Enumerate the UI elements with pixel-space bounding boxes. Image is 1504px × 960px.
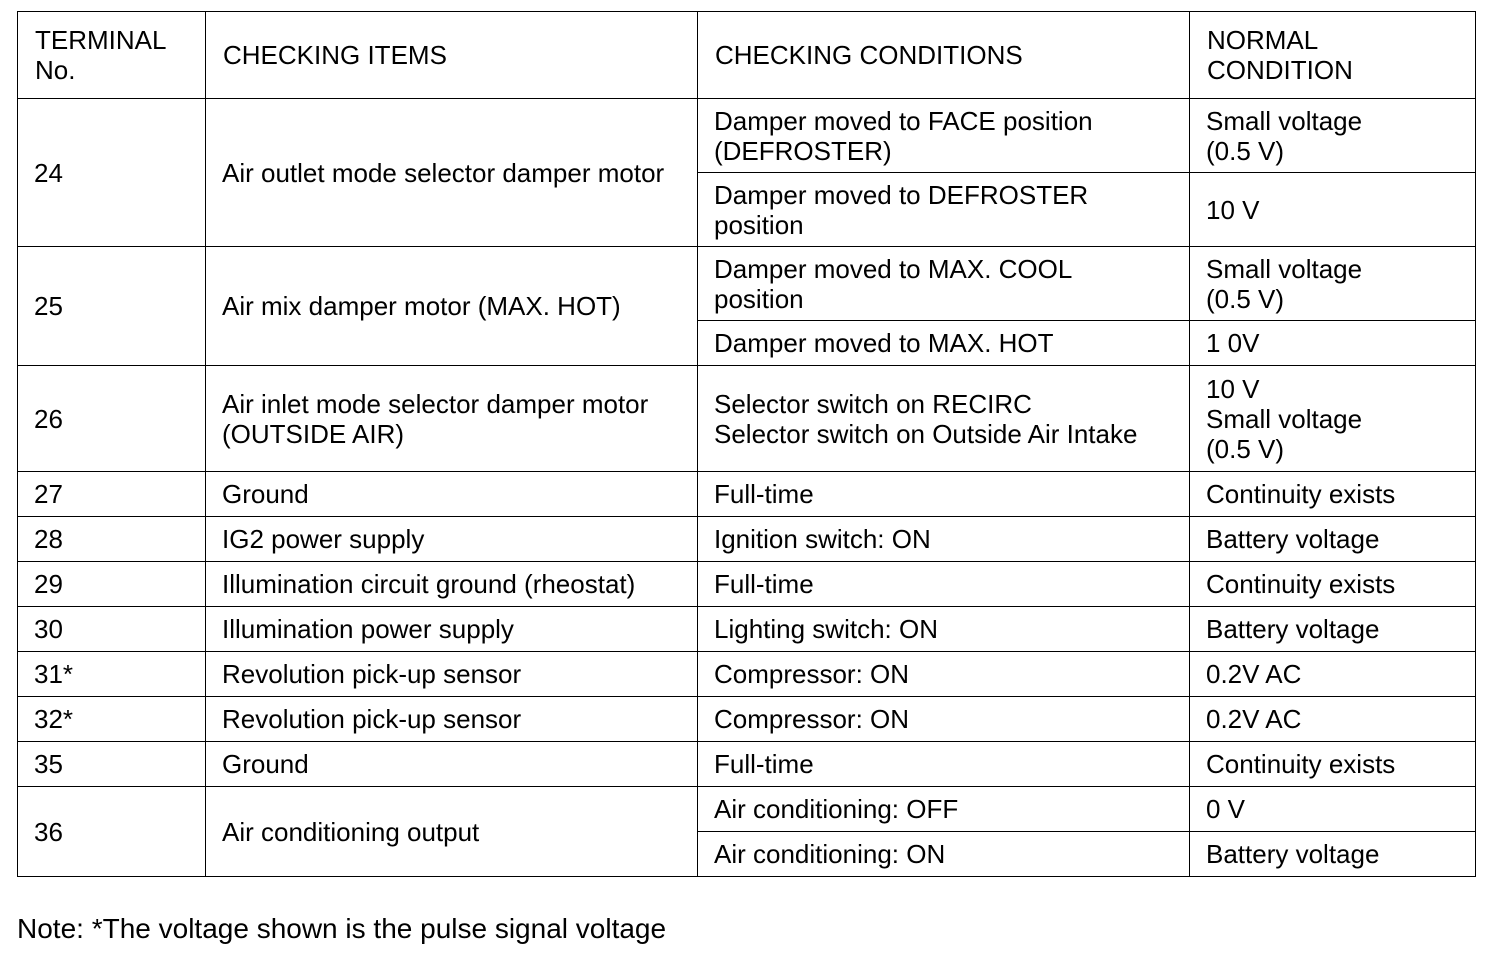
condition-cell: Compressor: ON xyxy=(698,652,1190,697)
table-row xyxy=(18,787,1476,832)
item-cell: Ground xyxy=(206,472,698,517)
normal-cell: 10 V Small voltage (0.5 V) xyxy=(1190,366,1476,472)
normal-cell: Battery voltage xyxy=(1190,832,1476,877)
item-cell: Air inlet mode selector damper motor (OUTSIDE AIR) xyxy=(206,366,698,472)
header-checking-conditions: CHECKING CONDITIONS xyxy=(698,12,1190,99)
table-row xyxy=(18,742,1476,787)
item-cell: Air mix damper motor (MAX. HOT) xyxy=(206,247,698,366)
footnote: Note: *The voltage shown is the pulse signal voltage xyxy=(17,913,667,944)
condition-cell: Compressor: ON xyxy=(698,697,1190,742)
terminal-cell: 25 xyxy=(18,247,206,366)
normal-cell: Battery voltage xyxy=(1190,517,1476,562)
condition-cell: Full-time xyxy=(698,562,1190,607)
table-row xyxy=(18,517,1476,562)
normal-cell: 0.2V AC xyxy=(1190,652,1476,697)
item-cell: Ground xyxy=(206,742,698,787)
condition-cell: Selector switch on RECIRC Selector switch on Outside Air Intake xyxy=(698,366,1190,472)
terminal-cell: 36 xyxy=(18,787,206,877)
normal-cell: 0.2V AC xyxy=(1190,697,1476,742)
condition-cell: Air conditioning: ON xyxy=(698,832,1190,877)
item-cell: Air outlet mode selector damper motor xyxy=(206,99,698,247)
terminal-cell: 26 xyxy=(18,366,206,472)
condition-cell: Ignition switch: ON xyxy=(698,517,1190,562)
table-row xyxy=(18,99,1476,173)
item-cell: Revolution pick-up sensor xyxy=(206,697,698,742)
item-cell: Air conditioning output xyxy=(206,787,698,877)
normal-cell: Continuity exists xyxy=(1190,472,1476,517)
condition-cell: Air conditioning: OFF xyxy=(698,787,1190,832)
normal-cell: 0 V xyxy=(1190,787,1476,832)
table-row xyxy=(18,366,1476,472)
terminal-check-table xyxy=(17,11,1476,877)
table-row xyxy=(18,562,1476,607)
terminal-cell: 31* xyxy=(18,652,206,697)
normal-cell: Small voltage (0.5 V) xyxy=(1190,247,1476,321)
condition-cell: Damper moved to FACE position (DEFROSTER) xyxy=(698,99,1190,173)
item-cell: IG2 power supply xyxy=(206,517,698,562)
terminal-cell: 28 xyxy=(18,517,206,562)
condition-cell: Damper moved to MAX. COOL position xyxy=(698,247,1190,321)
condition-cell: Lighting switch: ON xyxy=(698,607,1190,652)
header-row xyxy=(18,12,1476,99)
terminal-cell: 30 xyxy=(18,607,206,652)
terminal-cell: 35 xyxy=(18,742,206,787)
normal-cell: Battery voltage xyxy=(1190,607,1476,652)
table-row xyxy=(18,697,1476,742)
terminal-cell: 32* xyxy=(18,697,206,742)
normal-cell: Continuity exists xyxy=(1190,562,1476,607)
terminal-cell: 29 xyxy=(18,562,206,607)
condition-cell: Damper moved to DEFROSTER position xyxy=(698,173,1190,247)
table-row xyxy=(18,652,1476,697)
normal-cell: Continuity exists xyxy=(1190,742,1476,787)
normal-cell: 10 V xyxy=(1190,173,1476,247)
terminal-cell: 24 xyxy=(18,99,206,247)
table-row xyxy=(18,247,1476,321)
header-checking-items: CHECKING ITEMS xyxy=(206,12,698,99)
normal-cell: Small voltage (0.5 V) xyxy=(1190,99,1476,173)
item-cell: Illumination circuit ground (rheostat) xyxy=(206,562,698,607)
item-cell: Revolution pick-up sensor xyxy=(206,652,698,697)
condition-cell: Damper moved to MAX. HOT xyxy=(698,321,1190,366)
header-terminal: TERMINAL No. xyxy=(18,12,206,99)
condition-cell: Full-time xyxy=(698,472,1190,517)
item-cell: Illumination power supply xyxy=(206,607,698,652)
table-row xyxy=(18,607,1476,652)
header-normal-condition: NORMAL CONDITION xyxy=(1190,12,1476,99)
normal-cell: 1 0V xyxy=(1190,321,1476,366)
table-row xyxy=(18,472,1476,517)
condition-cell: Full-time xyxy=(698,742,1190,787)
terminal-cell: 27 xyxy=(18,472,206,517)
